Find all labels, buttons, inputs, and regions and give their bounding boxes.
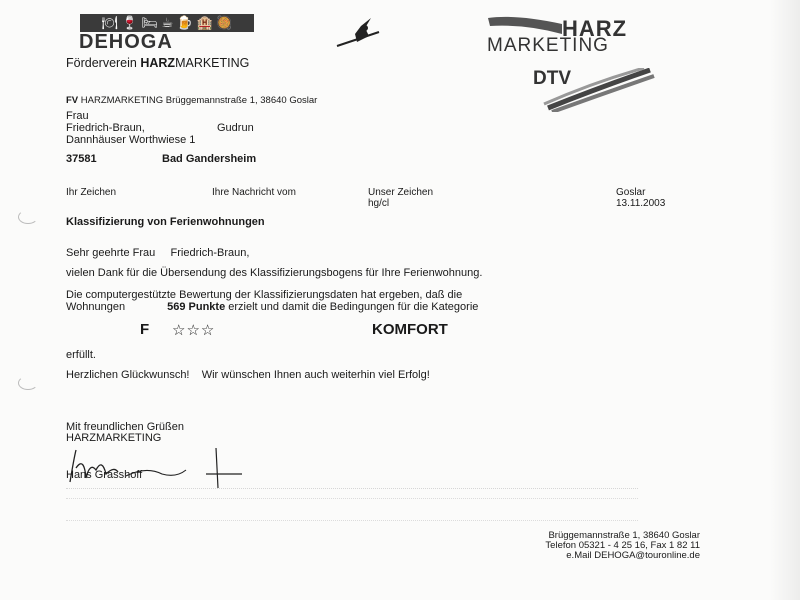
letter-greeting: Sehr geehrte Frau Friedrich-Braun, bbox=[66, 247, 250, 259]
closing-regards: Mit freundlichen Grüßen bbox=[66, 421, 184, 433]
ref-unser-zeichen-value: hg/cl bbox=[368, 198, 390, 209]
ref-datum: 13.11.2003 bbox=[616, 198, 666, 209]
letter-para2-line1: Die computergestützte Bewertung der Klassifizierungsdaten hat ergeben, daß die bbox=[66, 289, 463, 301]
ref-ihr-zeichen: Ihr Zeichen bbox=[66, 187, 117, 198]
recipient-zip: 37581 bbox=[66, 153, 97, 165]
ref-unser-zeichen: Unser Zeichen bbox=[368, 187, 434, 198]
recipient-street: Dannhäuser Worthwiese 1 bbox=[66, 134, 196, 146]
faded-line bbox=[66, 498, 638, 500]
letter-subject: Klassifizierung von Ferienwohnungen bbox=[66, 216, 265, 228]
dtv-logo-text: DTV bbox=[533, 68, 571, 89]
punch-hole-mark bbox=[18, 376, 38, 390]
letter-para2-line2: Wohnungen 569 Punkte erzielt und damit die Bedingungen für die Kategorie bbox=[66, 301, 479, 313]
rating-category: KOMFORT bbox=[372, 321, 448, 338]
harz-logo-line2: MARKETING bbox=[487, 35, 609, 56]
sender-line: FV HARZMARKETING Brüggemannstraße 1, 38640 Goslar bbox=[66, 95, 318, 106]
recipient-firstname: Gudrun bbox=[217, 122, 254, 134]
footer-email: e.Mail DEHOGA@touronline.de bbox=[566, 550, 700, 561]
dehoga-icons: 🍽 🍷 🛏 ☕ 🍺 🏨 🥘 bbox=[101, 15, 233, 30]
harz-swoosh-icon bbox=[486, 14, 566, 36]
dehoga-logo-text: DEHOGA bbox=[79, 31, 173, 53]
letter-para1: vielen Dank für die Übersendung des Klassifizierungsbogens für Ihre Ferienwohnung. bbox=[66, 267, 483, 279]
punch-hole-mark bbox=[18, 210, 38, 224]
witch-on-broom-icon bbox=[335, 16, 385, 52]
faded-line bbox=[66, 488, 638, 490]
footer-address: Brüggemannstraße 1, 38640 Goslar bbox=[548, 530, 700, 541]
rating-stars: ☆☆☆ bbox=[172, 322, 216, 339]
footer-phone: Telefon 05321 - 4 25 16, Fax 1 82 11 bbox=[545, 540, 700, 551]
dtv-swoosh-icon bbox=[538, 68, 658, 112]
verein-line: Förderverein HARZMARKETING bbox=[66, 56, 250, 70]
dehoga-icon-strip bbox=[80, 14, 254, 32]
recipient-lastname: Friedrich-Braun, bbox=[66, 122, 145, 134]
rating-letter: F bbox=[140, 321, 150, 338]
faded-line bbox=[66, 520, 638, 522]
closing-name: Hans Grasshoff bbox=[66, 469, 143, 481]
recipient-city: Bad Gandersheim bbox=[162, 153, 257, 165]
closing-org: HARZMARKETING bbox=[66, 432, 162, 444]
letter-fulfilled: erfüllt. bbox=[66, 349, 96, 361]
ref-ort: Goslar bbox=[616, 187, 646, 198]
harz-logo-line1: HARZ bbox=[562, 16, 628, 41]
ref-ihre-nachricht: Ihre Nachricht vom bbox=[212, 187, 296, 198]
recipient-salutation: Frau bbox=[66, 110, 89, 122]
letter-congrats: Herzlichen Glückwunsch! Wir wünschen Ihnen auch weiterhin viel Erfolg! bbox=[66, 369, 430, 381]
page-edge-shadow bbox=[770, 0, 800, 600]
